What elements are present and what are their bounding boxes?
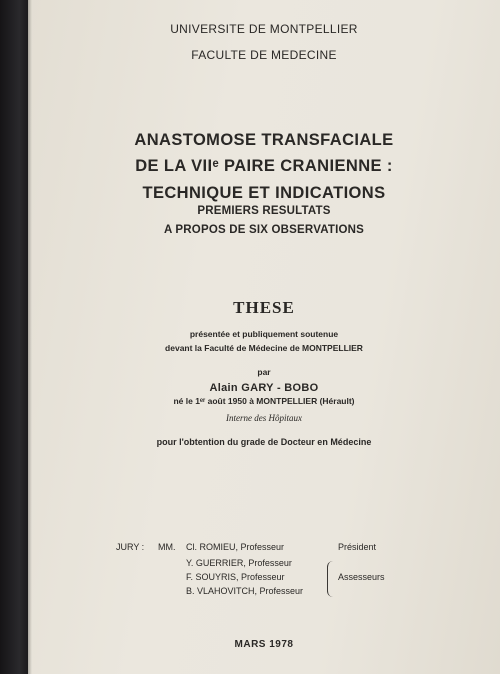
author-role: Interne des Hôpitaux <box>226 413 302 423</box>
degree-line: pour l'obtention du grade de Docteur en Médecine <box>156 437 372 447</box>
author-birth: né le 1ᵉʳ août 1950 à MONTPELLIER (Hérault) <box>173 396 355 406</box>
title-line-2: DE LA VIIᵉ PAIRE CRANIENNE : <box>135 157 393 175</box>
jury-member: F. SOUYRIS, Professeur <box>186 572 285 582</box>
subtitle-line-2: A PROPOS DE SIX OBSERVATIONS <box>163 224 365 236</box>
faculty-name: FACULTE DE MEDECINE <box>191 48 337 62</box>
jury-label: JURY : <box>116 542 145 552</box>
these-heading: THESE <box>233 298 295 317</box>
publication-date: MARS 1978 <box>234 639 294 650</box>
jury-assesseurs-label: Assesseurs <box>338 572 385 582</box>
presented-line-1: présentée et publiquement soutenue <box>189 329 339 339</box>
jury-member: Cl. ROMIEU, Professeur <box>186 542 285 552</box>
book-binding <box>0 0 28 674</box>
jury-mm: MM. <box>158 542 176 552</box>
title-line-1: ANASTOMOSE TRANSFACIALE <box>134 131 394 149</box>
subtitle-line-1: PREMIERS RESULTATS <box>197 205 331 217</box>
jury-member: Y. GUERRIER, Professeur <box>186 558 292 568</box>
jury-president-label: Président <box>338 542 377 552</box>
jury-member: B. VLAHOVITCH, Professeur <box>186 586 304 596</box>
title-line-3: TECHNIQUE ET INDICATIONS <box>142 184 386 202</box>
university-name: UNIVERSITE DE MONTPELLIER <box>170 22 358 36</box>
assesseurs-brace <box>327 561 334 597</box>
presented-line-2: devant la Faculté de Médecine de MONTPELLIER <box>165 343 363 353</box>
author-name: Alain GARY - BOBO <box>209 382 319 394</box>
par-label: par <box>257 367 271 377</box>
